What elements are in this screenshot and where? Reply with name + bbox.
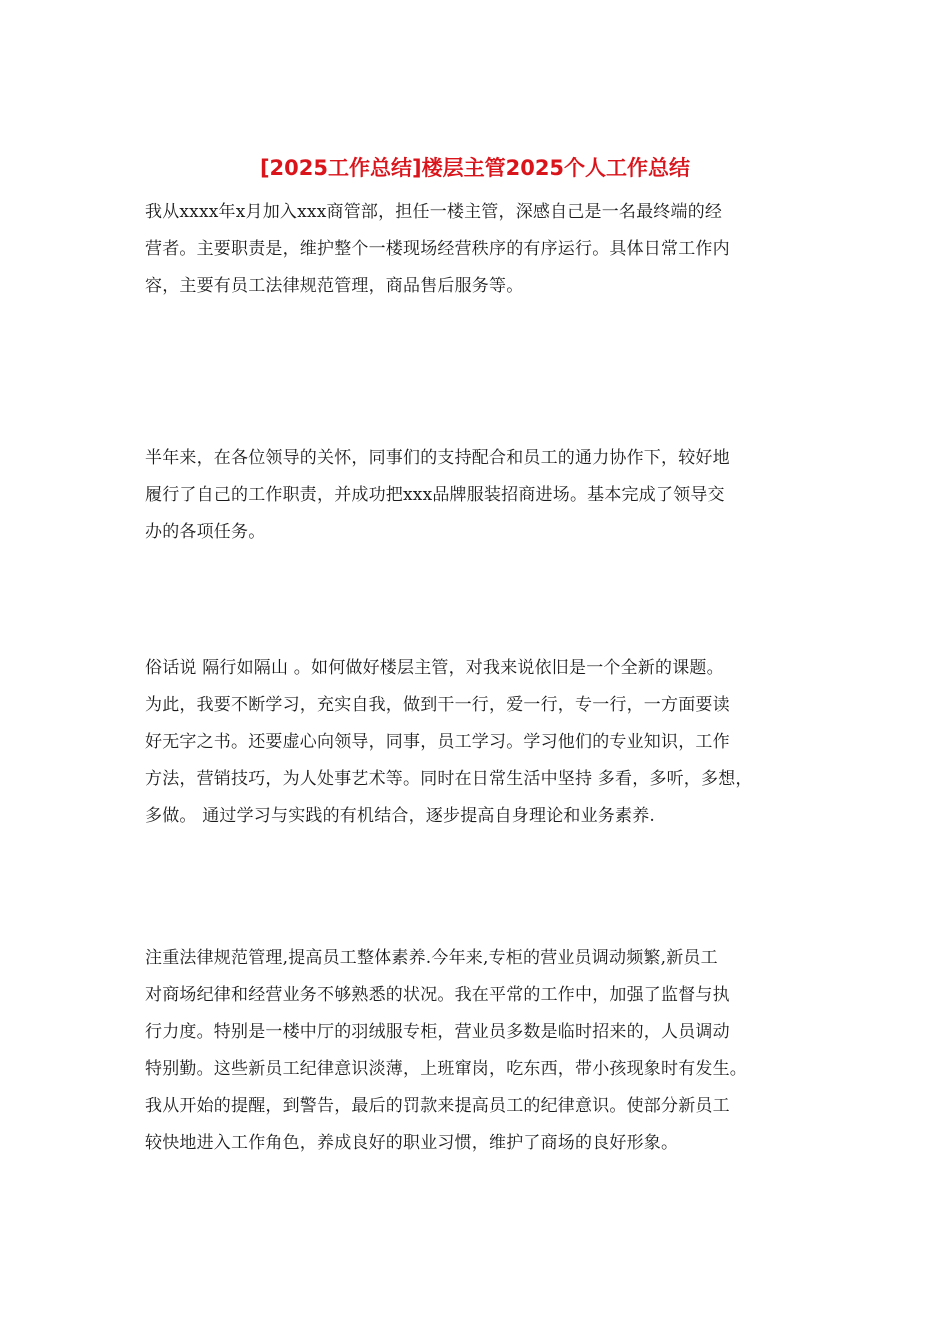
paragraph-line: 半年来，在各位领导的关怀，同事们的支持配合和员工的通力协作下，较好地 (145, 448, 730, 468)
paragraph-line: 好无字之书。还要虚心向领导，同事，员工学习。学习他们的专业知识，工作 (145, 732, 730, 752)
paragraph-4 (145, 940, 810, 1162)
paragraph-line: 多做。 通过学习与实践的有机结合，逐步提高自身理论和业务素养. (145, 806, 656, 826)
paragraph-line: 对商场纪律和经营业务不够熟悉的状况。我在平常的工作中，加强了监督与执 (145, 985, 730, 1005)
paragraph-line: 注重法律规范管理,提高员工整体素养.今年来,专柜的营业员调动频繁,新员工 (145, 948, 718, 968)
paragraph-line: 我从xxxx年x月加入xxx商管部，担任一楼主管，深感自己是一名最终端的经 (145, 202, 723, 222)
paragraph-line: 履行了自己的工作职责，并成功把xxx品牌服装招商进场。基本完成了领导交 (145, 485, 725, 505)
paragraph-1 (145, 194, 810, 305)
paragraph-line: 特别勤。这些新员工纪律意识淡薄，上班窜岗，吃东西，带小孩现象时有发生。 (145, 1059, 747, 1079)
paragraph-line: 为此，我要不断学习，充实自我，做到干一行，爱一行，专一行，一方面要读 (145, 695, 730, 715)
document-title: [2025工作总结]楼层主管2025个人工作总结 (259, 156, 691, 180)
paragraph-line: 营者。主要职责是，维护整个一楼现场经营秩序的有序运行。具体日常工作内 (145, 239, 730, 259)
paragraph-2 (145, 440, 810, 551)
paragraph-line: 方法，营销技巧，为人处事艺术等。同时在日常生活中坚持 多看，多听，多想， (145, 769, 753, 789)
paragraph-line: 办的各项任务。 (145, 522, 266, 542)
paragraph-line: 较快地进入工作角色，养成良好的职业习惯，维护了商场的良好形象。 (145, 1133, 679, 1153)
paragraph-3 (145, 650, 810, 835)
paragraph-line: 俗话说 隔行如隔山 。如何做好楼层主管，对我来说依旧是一个全新的课题。 (145, 658, 724, 678)
paragraph-line: 我从开始的提醒，到警告，最后的罚款来提高员工的纪律意识。使部分新员工 (145, 1096, 730, 1116)
paragraph-line: 容，主要有员工法律规范管理，商品售后服务等。 (145, 276, 524, 296)
paragraph-line: 行力度。特别是一楼中厅的羽绒服专柜，营业员多数是临时招来的，人员调动 (145, 1022, 730, 1042)
